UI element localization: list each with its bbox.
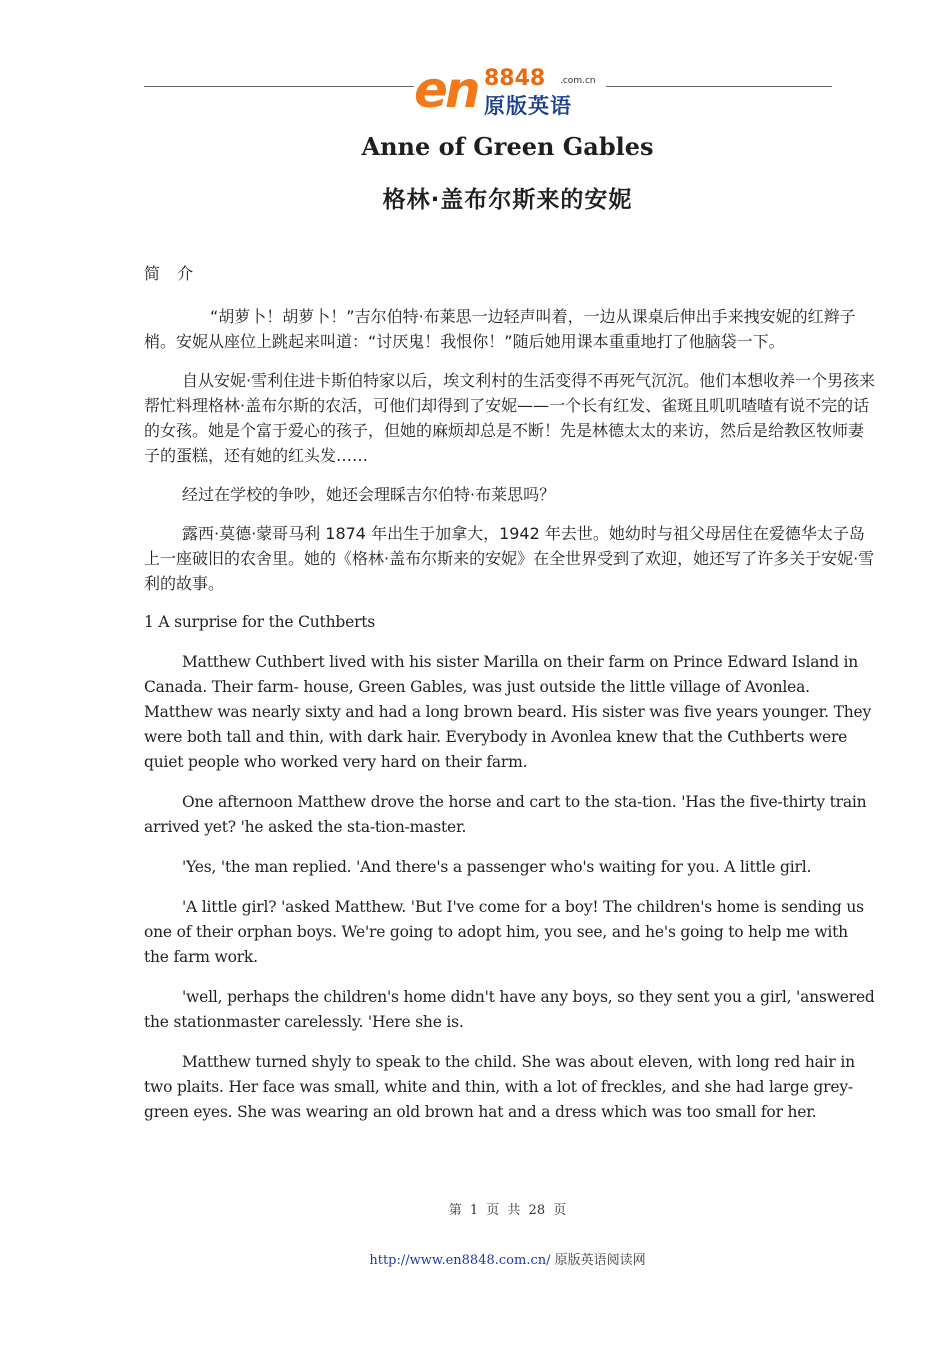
chapter-title: 1 A surprise for the Cuthberts — [144, 613, 376, 631]
page-number: 第 1 页 共 28 页 — [448, 1203, 567, 1218]
intro-paragraph: 露西·莫德·蒙哥马利 1874 年出生于加拿大，1942 年去世。她幼时与祖父母居住在爱德华太子岛上一座破旧的农舍里。她的《格林·盖布尔斯来的安妮》在全世界受到了欢迎，她还写了许多关于安妮·雪利的故事。 — [144, 524, 875, 593]
logo-domain: .com.cn — [560, 76, 596, 86]
story-paragraph: 'well, perhaps the children's home didn't have any boys, so they sent you a girl, 'answered the stationmaster carelessly. 'Here she is. — [144, 988, 875, 1031]
intro-paragraph: 自从安妮·雪利住进卡斯伯特家以后，埃文利村的生活变得不再死气沉沉。他们本想收养一个男孩来帮忙料理格林·盖布尔斯的农活，可他们却得到了安妮——一个长有红发、雀斑且叽叽喳喳有说不完的话的女孩。她是个富于爱心的孩子，但她的麻烦却总是不断！先是林德太太的来访，然后是给教区牧师妻子的蛋糕，还有她的红头发…… — [144, 371, 876, 465]
logo-chinese: 原版英语 — [484, 94, 572, 118]
story-paragraph: 'A little girl? 'asked Matthew. 'But I've come for a boy! The children's home is sending us one of their orphan boys. We're going to adopt him, you see, and he's going to help me with the farm work. — [144, 898, 864, 966]
logo-number: 8848 — [484, 66, 546, 91]
intro-paragraph: 经过在学校的争吵，她还会理睬吉尔伯特·布莱思吗？ — [182, 485, 556, 504]
header-rule-right — [606, 86, 832, 87]
story-paragraph: Matthew Cuthbert lived with his sister Marilla on their farm on Prince Edward Island in Canada. Their farm- house, Green Gables, was just outside the little village of Avonlea. Matthew was nearly sixty and had a long brown beard. His sister was five years younger. They were both tall and thin, with dark hair. Everybody in Avonlea knew that the Cuthberts were quiet people who worked very hard on their farm. — [144, 653, 872, 771]
story-paragraph: 'Yes, 'the man replied. 'And there's a passenger who's waiting for you. A little girl. — [182, 858, 812, 876]
intro-heading: 简 介 — [144, 264, 200, 283]
footer-link[interactable]: http://www.en8848.com.cn/ — [369, 1253, 551, 1268]
book-title-chinese: 格林·盖布尔斯来的安妮 — [382, 187, 633, 213]
intro-paragraph: “胡萝卜！胡萝卜！”吉尔伯特·布莱思一边轻声叫着，一边从课桌后伸出手来拽安妮的红辫子梢。安妮从座位上跳起来叫道：“讨厌鬼！我恨你！”随后她用课本重重地打了他脑袋一下。 — [144, 307, 856, 351]
document-body — [144, 262, 877, 1140]
story-paragraph: Matthew turned shyly to speak to the child. She was about eleven, with long red hair in two plaits. Her face was small, white and thin, with a lot of freckles, and she had large grey-green eyes. She was wearing an old brown hat and a dress which was too small for her. — [144, 1053, 855, 1121]
header-rule-left — [144, 86, 414, 87]
logo-en-text: en — [414, 61, 478, 119]
footer — [0, 1249, 950, 1268]
footer-site-name: 原版英语阅读网 — [554, 1253, 646, 1268]
site-logo[interactable] — [414, 61, 606, 119]
story-paragraph: One afternoon Matthew drove the horse and cart to the sta-tion. 'Has the five-thirty train arrived yet? 'he asked the sta-tion-master. — [144, 793, 867, 836]
book-title-english: Anne of Green Gables — [361, 132, 654, 161]
